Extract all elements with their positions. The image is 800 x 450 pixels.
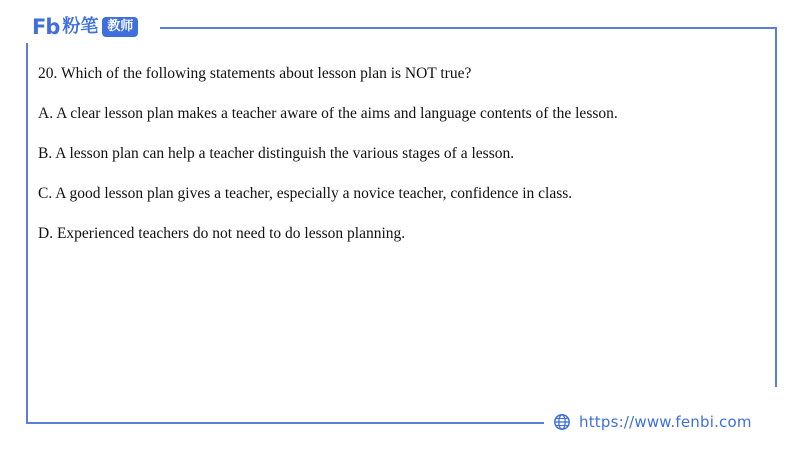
question-block — [38, 62, 758, 262]
globe-icon — [553, 413, 571, 431]
footer-url: https://www.fenbi.com — [579, 413, 752, 431]
logo-badge: 教师 — [102, 17, 138, 37]
frame-left-line — [26, 43, 28, 424]
logo-brand: 粉笔 — [62, 16, 99, 37]
logo-letters: Fb — [32, 15, 60, 39]
option-a: A. A clear lesson plan makes a teacher aware of the aims and language contents of the lesson. — [38, 105, 618, 122]
fenbi-logo — [32, 14, 138, 40]
frame-top-line — [160, 27, 777, 29]
frame-bottom-line — [26, 422, 544, 424]
footer-link — [553, 410, 752, 434]
question-stem: 20. Which of the following statements about lesson plan is NOT true? — [38, 65, 472, 82]
option-b: B. A lesson plan can help a teacher distinguish the various stages of a lesson. — [38, 145, 515, 162]
option-d: D. Experienced teachers do not need to do lesson planning. — [38, 225, 406, 242]
option-c: C. A good lesson plan gives a teacher, especially a novice teacher, confidence in class. — [38, 185, 573, 202]
frame-right-line — [775, 27, 777, 387]
